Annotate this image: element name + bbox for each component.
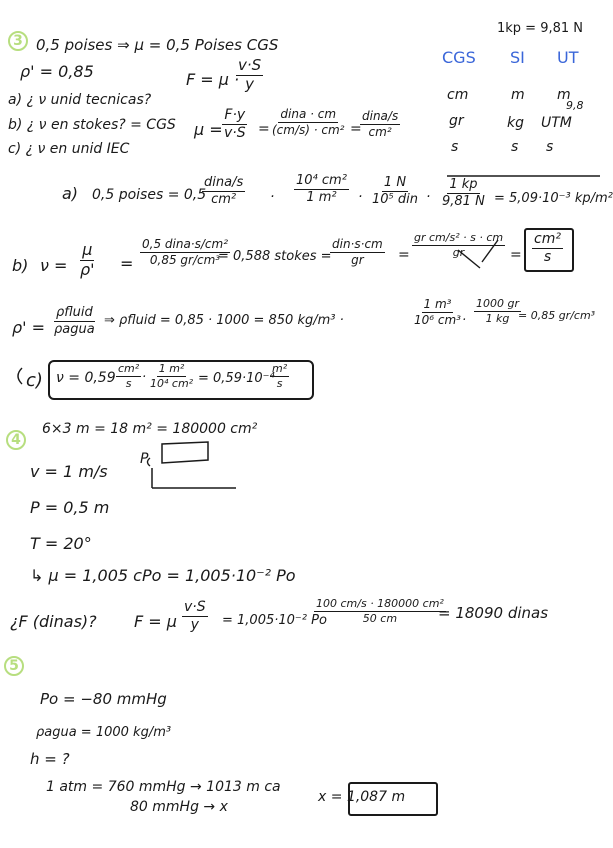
dot: · xyxy=(270,189,275,205)
p4-f-f1-num: v·S xyxy=(184,599,206,615)
row-length-ut: m xyxy=(557,87,571,103)
p4-f-lhs: F = μ xyxy=(134,612,177,631)
row-length-si: m xyxy=(511,87,525,103)
p3-b-lhs: ν = xyxy=(40,256,68,275)
p3-rho-result: = 0,85 gr/cm³ xyxy=(518,309,596,322)
p4-f-f2 xyxy=(314,598,446,624)
p4-f-f2-den: 50 cm xyxy=(362,611,398,625)
p3-rho-f-den: ρagua xyxy=(54,321,95,337)
p4-f-f1 xyxy=(182,600,208,632)
p3-a-f2-den: 1 m² xyxy=(306,189,337,205)
dot: · xyxy=(462,313,467,328)
p3-a-result: = 5,09·10⁻³ kp/m² xyxy=(494,191,613,206)
p5-result: x = 1,087 m xyxy=(318,789,406,805)
p4-result: = 18090 dinas xyxy=(438,604,549,622)
p3-mu-f2-num: dina · cm xyxy=(280,107,337,121)
p3-mu-f3-num: dina/s xyxy=(362,109,399,123)
p3-c-lhs: ν = 0,59 xyxy=(56,370,116,386)
row-time-cgs: s xyxy=(451,139,459,155)
p4-f-f2-num: 100 cm/s · 180000 cm² xyxy=(316,597,444,610)
row-mass-cgs: gr xyxy=(449,113,464,129)
problem-number-3: 3 xyxy=(8,31,28,51)
p3-rho-f3-den: 1 kg xyxy=(485,311,510,325)
p3-question-a: a) ¿ ν unid tecnicas? xyxy=(8,92,152,108)
p3-a-f2-num: 10⁴ cm² xyxy=(296,173,347,188)
p3-b-label: b) xyxy=(12,256,29,275)
p3-c-label: c) xyxy=(26,370,43,391)
p3-b-f1 xyxy=(78,242,97,279)
p3-a-f4 xyxy=(440,178,487,208)
col-cgs: CGS xyxy=(442,48,476,67)
p4-question: ¿F (dinas)? xyxy=(10,612,97,631)
p4-f-mu-value: = 1,005·10⁻² Po xyxy=(222,613,327,628)
row-time-ut: s xyxy=(546,139,554,155)
p3-rho-f3 xyxy=(474,298,521,324)
p3-rho-lhs: ρ' = xyxy=(12,318,46,337)
p3-b-f4 xyxy=(412,232,505,258)
dot: · xyxy=(426,189,431,205)
p3-a-f2 xyxy=(294,174,349,204)
p4-plate-label: P xyxy=(140,451,149,467)
p3-c-f1 xyxy=(116,363,141,389)
p3-b-f2-num: 0,5 dina·s/cm² xyxy=(142,237,229,251)
p3-rho-f-num: ρfluid xyxy=(55,305,93,320)
p3-rho-f2-den: 10⁶ cm³ xyxy=(414,312,461,327)
ut-exponent: 9,8 xyxy=(566,99,584,112)
p3-question-c: c) ¿ ν en unid IEC xyxy=(8,141,130,157)
p5-pressure: Po = −80 mmHg xyxy=(40,690,167,708)
ground-sketch xyxy=(152,468,236,488)
p3-b-f2-den: 0,85 gr/cm³ xyxy=(149,252,221,267)
p4-area: 6×3 m = 18 m² = 180000 cm² xyxy=(42,421,258,437)
p3-b-stokes: = 0,588 stokes = xyxy=(218,249,332,264)
p3-c-result: = 0,59·10⁻⁴ xyxy=(198,371,275,386)
p3-b-f1-num: μ xyxy=(82,240,93,259)
p3-b-f4-num: gr cm/s² · s · cm xyxy=(414,231,504,244)
p3-rho-f2 xyxy=(412,298,463,326)
p3-given-density: ρ' = 0,85 xyxy=(20,62,94,81)
p3-mu-f3 xyxy=(360,110,400,138)
p3-a-f1 xyxy=(202,176,245,206)
p3-b-f4-den: gr xyxy=(452,245,465,259)
row-length-cgs: cm xyxy=(447,87,469,103)
c-bracket xyxy=(18,368,22,384)
p4-viscosity: ↳ μ = 1,005 cPo = 1,005·10⁻² Po xyxy=(30,566,296,585)
p3-rho-f3-num: 1000 gr xyxy=(476,297,519,310)
p3-a-f1-num: dina/s xyxy=(204,175,244,190)
p3-c-f2-den: 10⁴ cm² xyxy=(150,376,194,390)
p3-b-f2 xyxy=(140,238,230,266)
problem-number-4: 4 xyxy=(6,430,26,450)
p3-b-f5-den: s xyxy=(543,248,552,265)
p3-formula-lhs: F = μ · xyxy=(186,70,240,89)
p3-question-b: b) ¿ ν en stokes? = CGS xyxy=(8,117,176,133)
plate-sketch xyxy=(162,442,208,463)
p3-mu-f1 xyxy=(222,108,248,140)
p3-a-f4-den: 9,81 N xyxy=(442,193,485,209)
p3-b-f3-num: din·s·cm xyxy=(332,237,383,251)
p3-formula-num: v·S xyxy=(238,56,262,74)
equals: = xyxy=(510,247,522,263)
col-ut: UT xyxy=(557,48,579,67)
p3-mu-lhs: μ = xyxy=(194,120,223,139)
p3-a-f3-den: 10⁵ din xyxy=(372,191,418,207)
p3-a-f1-den: cm² xyxy=(211,191,237,207)
equals: = xyxy=(398,247,410,263)
p3-c-f2 xyxy=(148,363,195,389)
p3-b-f5-num: cm² xyxy=(534,231,561,247)
p3-rho-f2-num: 1 m³ xyxy=(423,297,452,311)
p3-rho-f xyxy=(52,306,97,336)
kp-equivalence: 1kp = 9,81 N xyxy=(497,21,584,36)
p3-b-f3-den: gr xyxy=(351,252,364,267)
p3-given-viscosity: 0,5 poises ⇒ μ = 0,5 Poises CGS xyxy=(36,36,279,54)
p3-c-f1-den: s xyxy=(125,376,132,390)
p3-a-f4-num: 1 kp xyxy=(449,177,478,192)
equals: = xyxy=(350,121,362,137)
p5-height-question: h = ? xyxy=(30,750,70,768)
p3-c-f2-num: 1 m² xyxy=(158,362,185,375)
p3-rho-calc: ⇒ ρfluid = 0,85 · 1000 = 850 kg/m³ · xyxy=(104,313,344,328)
p3-mu-f1-den: v·S xyxy=(224,124,246,141)
p3-c-f3-num: m² xyxy=(272,362,288,375)
problem-number-5: 5 xyxy=(4,656,24,676)
p3-formula-den: y xyxy=(245,74,255,93)
p3-mu-f3-den: cm² xyxy=(368,124,392,139)
dot: · xyxy=(142,370,147,385)
p3-mu-f2-den: (cm/s) · cm² xyxy=(272,122,345,137)
p3-b-f5 xyxy=(532,232,563,264)
p3-a-f3 xyxy=(370,176,420,206)
p3-mu-f1-num: F·y xyxy=(224,107,246,123)
p3-c-f1-num: cm² xyxy=(118,362,140,375)
equals: = xyxy=(120,254,134,273)
p4-f-f1-den: y xyxy=(190,616,199,633)
row-time-si: s xyxy=(511,139,519,155)
p4-distance: P = 0,5 m xyxy=(30,498,110,517)
p3-a-label: a) xyxy=(62,184,79,203)
p3-a-f3-num: 1 N xyxy=(383,175,407,190)
p3-formula-fraction xyxy=(236,58,263,93)
p4-temperature: T = 20° xyxy=(30,534,92,553)
p5-proportion: 80 mmHg → x xyxy=(130,799,228,815)
p3-c-f3 xyxy=(270,363,289,389)
row-mass-si: kg xyxy=(507,115,524,131)
row-mass-ut: UTM xyxy=(541,115,572,131)
dot: · xyxy=(358,189,363,205)
p5-water-density: ρagua = 1000 kg/m³ xyxy=(36,725,172,740)
p3-c-f3-den: s xyxy=(276,376,283,390)
p3-b-f3 xyxy=(330,238,385,266)
col-si: SI xyxy=(510,48,525,67)
p3-b-f1-den: ρ' xyxy=(80,259,95,279)
equals: = xyxy=(258,121,270,137)
p3-a-lhs: 0,5 poises = 0,5 xyxy=(92,187,207,203)
p5-atm-equivalence: 1 atm = 760 mmHg → 1013 m ca xyxy=(46,779,281,795)
p3-mu-f2 xyxy=(270,108,347,136)
p4-velocity: v = 1 m/s xyxy=(30,462,108,481)
